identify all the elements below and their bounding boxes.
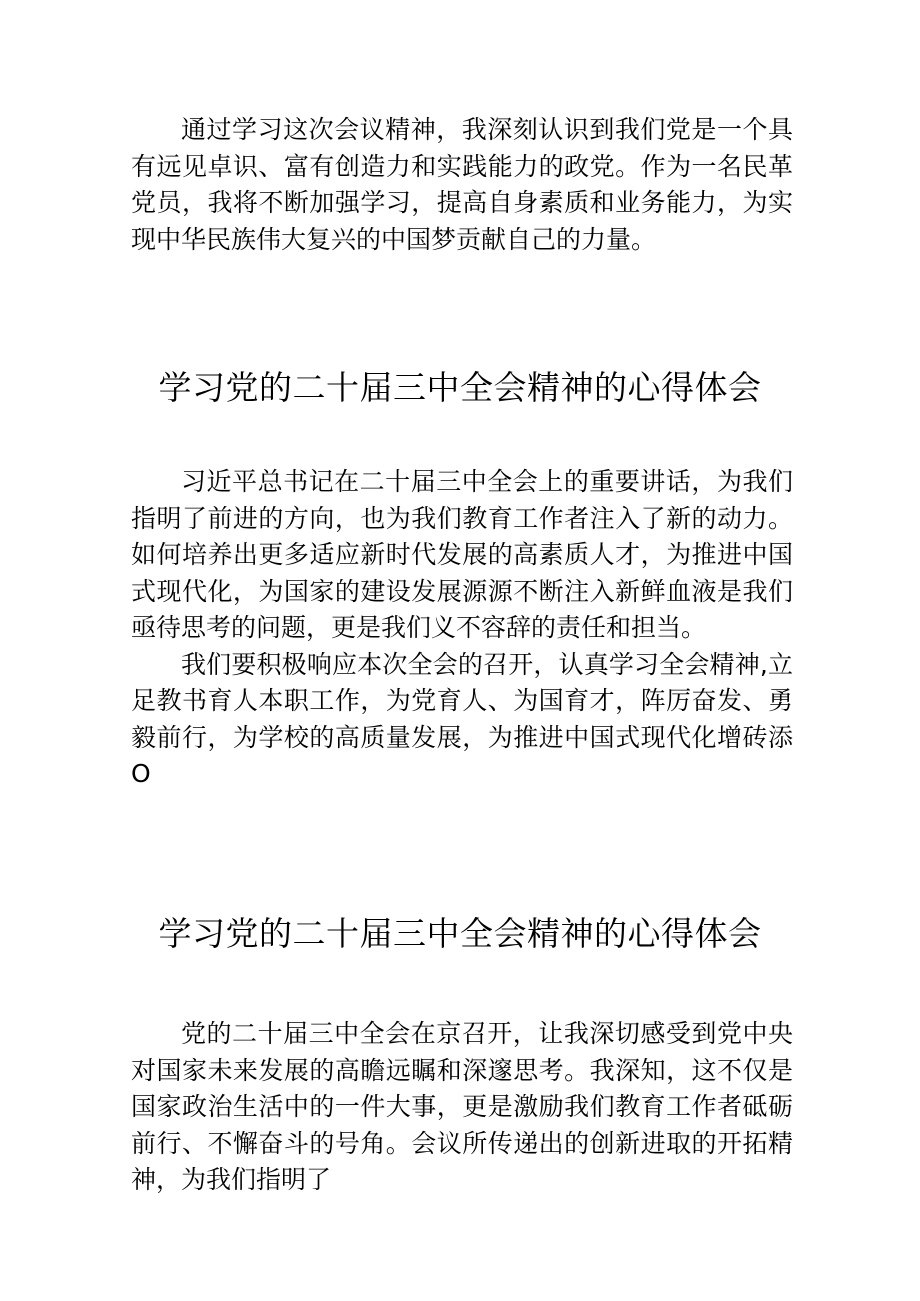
essay-section-2 [131, 1016, 793, 1199]
paragraph: 习近平总书记在二十届三中全会上的重要讲话，为我们指明了前进的方向，也为我们教育工作者注入了新的动力。如何培养出更多适应新时代发展的高素质人才，为推进中国式现代化，为国家的建设发展源源不断注入新鲜血液是我们亟待思考的问题，更是我们义不容辞的责任和担当。 [131, 467, 793, 642]
essay-section-1 [131, 464, 793, 793]
paragraph: 党的二十届三中全会在京召开，让我深切感受到党中央对国家未来发展的高瞻远瞩和深邃思考。我深知，这不仅是国家政治生活中的一件大事，更是激励我们教育工作者砥砺前行、不懈奋斗的号角。会议所传递出的创新进取的开拓精神，为我们指明了 [131, 1019, 793, 1194]
section-heading: 学习党的二十届三中全会精神的心得体会 [158, 914, 762, 953]
intro-section [131, 112, 793, 258]
paragraph: 通过学习这次会议精神，我深刻认识到我们党是一个具有远见卓识、富有创造力和实践能力的政党。作为一名民革党员，我将不断加强学习，提高自身素质和业务能力，为实现中华民族伟大复兴的中国梦贡献自己的力量。 [131, 115, 793, 254]
paragraph: 我们要积极响应本次全会的召开，认真学习全会精神,立足教书育人本职工作，为党育人、为国育才，阵厉奋发、勇毅前行，为学校的高质量发展，为推进中国式现代化增砖添O [131, 649, 793, 788]
section-heading: 学习党的二十届三中全会精神的心得体会 [158, 368, 762, 407]
